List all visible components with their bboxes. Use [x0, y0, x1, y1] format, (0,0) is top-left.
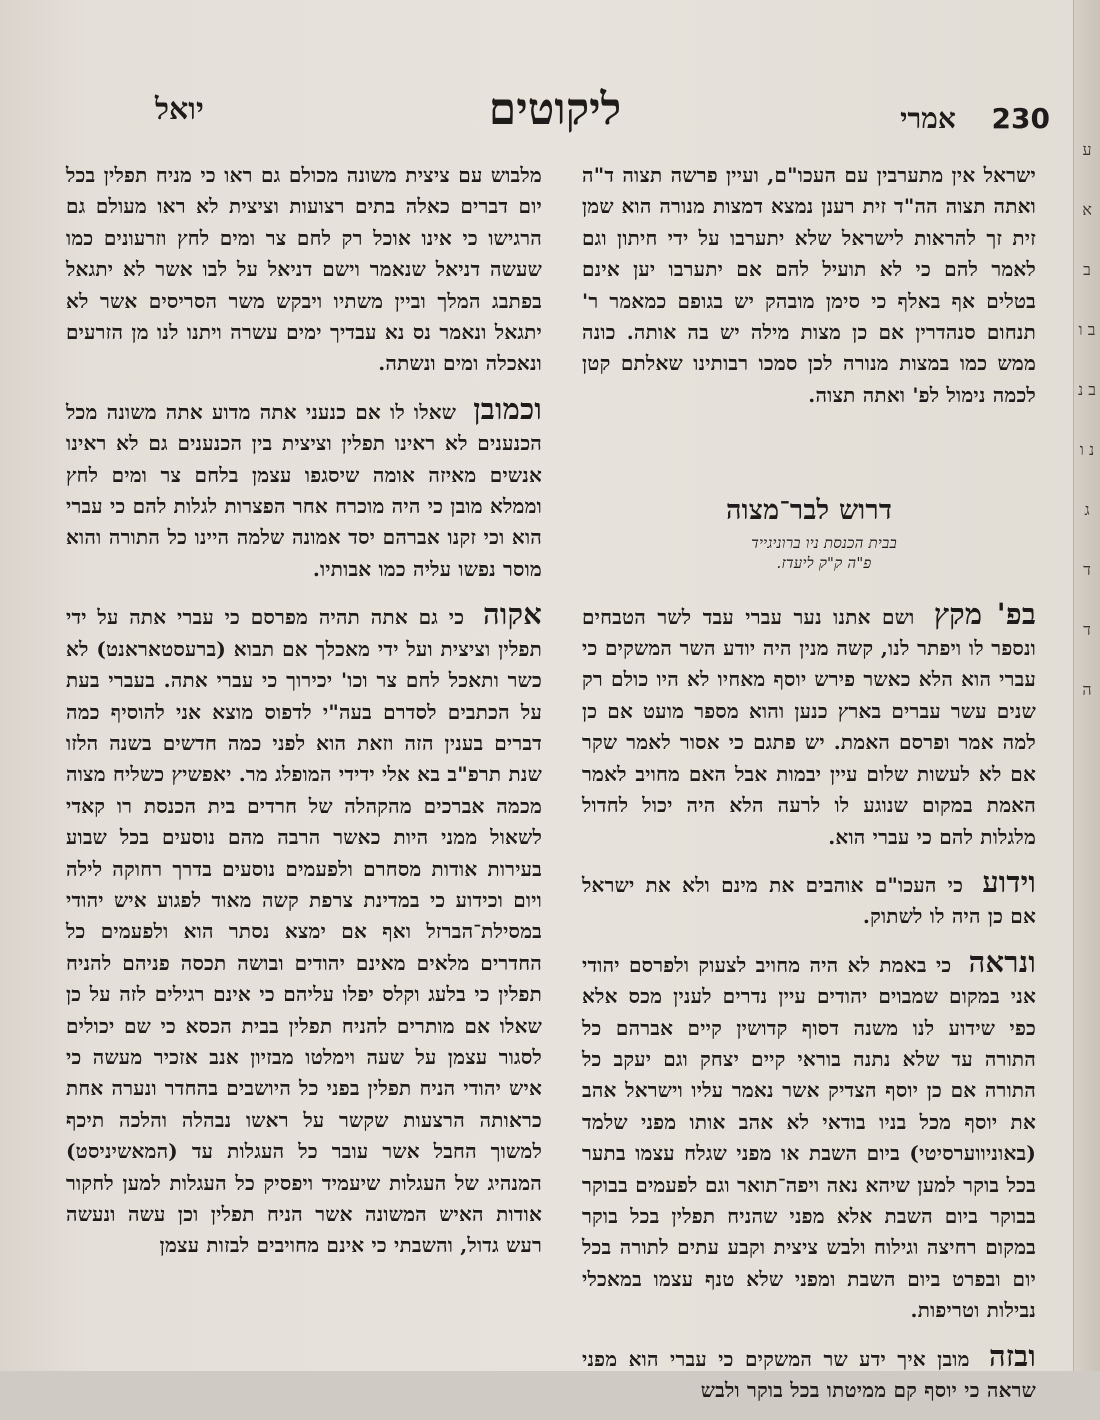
- paragraph-3: [66, 599, 542, 1262]
- paragraph-lead-word: בפ' מקץ: [933, 596, 1036, 631]
- paragraph-lead-word: אקוה: [482, 597, 542, 632]
- sermon-subtitle: [612, 533, 1036, 573]
- sermon-subtitle-line-2: פ"ה ק"ק ליעדז.: [776, 553, 872, 572]
- paragraph-2: [66, 391, 542, 585]
- paragraph-1: ישראל אין מתערבין עם העכו"ם, ועיין פרשה תצוה ד"ה ואתה תצוה הה"ד זית רענן נמצא דמצות מנורה הוא שמן זית זך להראות לישראל שלא יתערבו על ידי חיתון וגם לאמר להם כי לא תועיל להם אם יתערבו יען אינם בטלים אף באלף כי סימן מובהק יש בגופם כמאמר ר' תנחום סנהדרין אם כן מצות מילה יש בה אותה. כונה ממש כמו במצות מנורה לכן סמכו רבותינו שאלתם קטן לכמה נימול לפ' ואתה תצוה.: [582, 163, 1036, 407]
- paragraph-lead-word: וכמובן: [473, 391, 542, 426]
- sermon-title: דרוש לבר־מצוה: [725, 495, 893, 527]
- sermon-subtitle-line-1: בבית הכנסת ניו ברוניגייד: [751, 533, 897, 552]
- running-title: ליקוטים: [488, 84, 622, 135]
- paragraph-2: [582, 596, 1036, 853]
- paragraph-body: כי העכו"ם אוהבים את מינם ולא את ישראל אם כן היה לו לשתוק.: [582, 872, 1036, 929]
- running-head-word: אמרי: [900, 102, 956, 135]
- paragraph-body: מובן איך ידע שר המשקים כי עברי הוא מפני שראה כי יוסף קם ממיטתו בכל בוקר ולבש: [582, 1346, 1036, 1402]
- paragraph-body: כי גם אתה תהיה מפרסם כי עברי אתה על ידי תפלין וציצית ועל ידי מאכלך אם תבוא (ברעסטאראנט) לא כשר ותאכל לחם צר וכו' יכירוך כי עברי אתה. בעברי בעת על הכתבים לסדרם בעה"י לדפוס מוצא אני להוסיף כמה דברים בענין הזה וזאת הוא לפני כמה חדשים בשנה הלזו שנת תרפ"ב בא אלי ידידי המופלג מר. יאפשיץ כשליח מצוה מכמה אברכים מהקהלה של חרדים בית הכנסת רו קאדי לשאול ממני היות כאשר הרבה מהם נוסעים בכל שבוע בעירות אודות מסחרם ולפעמים נוסעים בדרך רחוקה לילה ויום וכידוע כי במדינת צרפת קשה מאוד לפגוע איש יהודי במסילת־הברזל ואף אם ימצא נסתר הוא ולפעמים כל החדרים מלאים מאינם יהודים ובושה תכסה פניהם להניח תפלין כי בלעג וקלס יפלו עליהם כי אינם רגילים לזה על כן שאלו אם מותרים להניח תפלין בבית הכסא כי שם יכולים לסגור עצמן על שעה וימלטו מבזיון אנב אזכיר מעשה כי איש יהודי הניח תפלין בפני כל היושבים בהחדר ונערה אחת כראותה הרצעות שקשר על ראשו נבהלה והלכה תיכף למשוך החבל אשר עובר כל העגלות עד (המאשיניסט) המנהיג של העגלות שיעמיד ויפסיק כל העגלות למען לחקור אודות האיש המשונה אשר הניח תפלין וכן עשה ונעשה רעש גדול, והשבתי כי אינם מחויבים לבזות: [66, 605, 542, 1258]
- paragraph-body: ושם אתנו נער עברי עבד לשר הטבחים ונספר לו ויפתר לנו, קשה מנין היה יודע השר המשקים כי עברי הוא הלא כאשר פירש יוסף מאחיו לא היו כולם רק שנים עשר עברים בארץ כנען והוא מספר מועט אם כן למה אמר ופרסם האמת. יש פתגם כי אסור לאמר שקר אם לא לעשות שלום עיין יבמות אבל האם מחויב לאמר האמת במקום שנוגע לו לרעה הלא היה יכול לחדול מלגלות להם כי עברי הוא.: [582, 604, 1036, 849]
- page-header: [60, 84, 1050, 144]
- right-column: [582, 160, 1036, 1420]
- catchword: עצמן: [159, 1233, 200, 1258]
- facing-page-letters: ע א ב ב ו ב נ נ ו ג ד ד ה: [1078, 140, 1096, 699]
- paragraph-body: כי באמת לא היה מחויב לצעוק ולפרסם יהודי אני במקום שמבוים יהודים עיין נדרים לענין מכס אלא כפי שידוע לנו משנה דסוף קדושין קיים אברהם כל התורה עד שלא נתנה בוראי קיים יצחק וגם יעקב כל התורה אם כן יוסף הצדיק אשר נאמר עליו וישראל אהב את יוסף מכל בניו בודאי לא אהב אותו מפני שלמד (באוניווערסיטי) ביום השבת או מפני שגלח עצמו בתער בכל בוקר למען שיהא נאה ויפה־תואר וגם לפעמים בבוקר בבוקר ביום השבת אלא מפני שהניח תפלין בכל בוקר במקום רחיצה וגילוח ולבש ציצית וקבע עתים לתורה בכל יום ובפרט ביום השבת ומפני שלא טנף עצמו במאכלי נבילות וטריפות.: [582, 952, 1036, 1323]
- paragraph-5: [582, 1338, 1036, 1407]
- paragraph-1: מלבוש עם ציצית משונה מכולם גם ראו כי מניח תפלין בכל יום דברים כאלה בתים רצועות וציצית לא ראו מעולם גם הרגישו כי אינו אוכל רק לחם צר ומים לחץ וזרעונים כמו שעשה דניאל שנאמר וישם דניאל על לבו אשר לא יתגאל בפתבג המלך וביין משתיו ויבקש משר הסריסים אשר לא יתגאל ונאמר נס נא עבדיך ימים עשרה ויתנו לנו מן הזרעים ונאכלה ומים ונשתה.: [66, 163, 542, 376]
- paragraph-lead-word: ונראה: [968, 944, 1037, 979]
- facing-page-edge: [1073, 0, 1100, 1371]
- paragraph-body: שאלו לו אם כנעני אתה מדוע אתה משונה מכל הכנענים לא ראינו תפלין וציצית בין הכנענים גם לא ראינו אנשים מאיזה אומה שיסגפו עצמן בלחם צר ומים לחץ וממלא מובן כי היה מוכרח אחר הפצרות לגלות להם כי עברי הוא וכי זקנו אברהם יסד אמונה שלמה היינו כל התורה והוא מוסר נפשו עליה כמו אבותיו.: [66, 399, 542, 581]
- left-column: [66, 160, 542, 1276]
- paragraph-lead-word: וידוע: [982, 864, 1036, 899]
- paragraph-4: [582, 944, 1037, 1327]
- running-head-left: יואל: [155, 92, 204, 127]
- page-number: 230: [991, 102, 1050, 135]
- paragraph-lead-word: ובזה: [989, 1338, 1036, 1373]
- paragraph-3: [582, 864, 1036, 933]
